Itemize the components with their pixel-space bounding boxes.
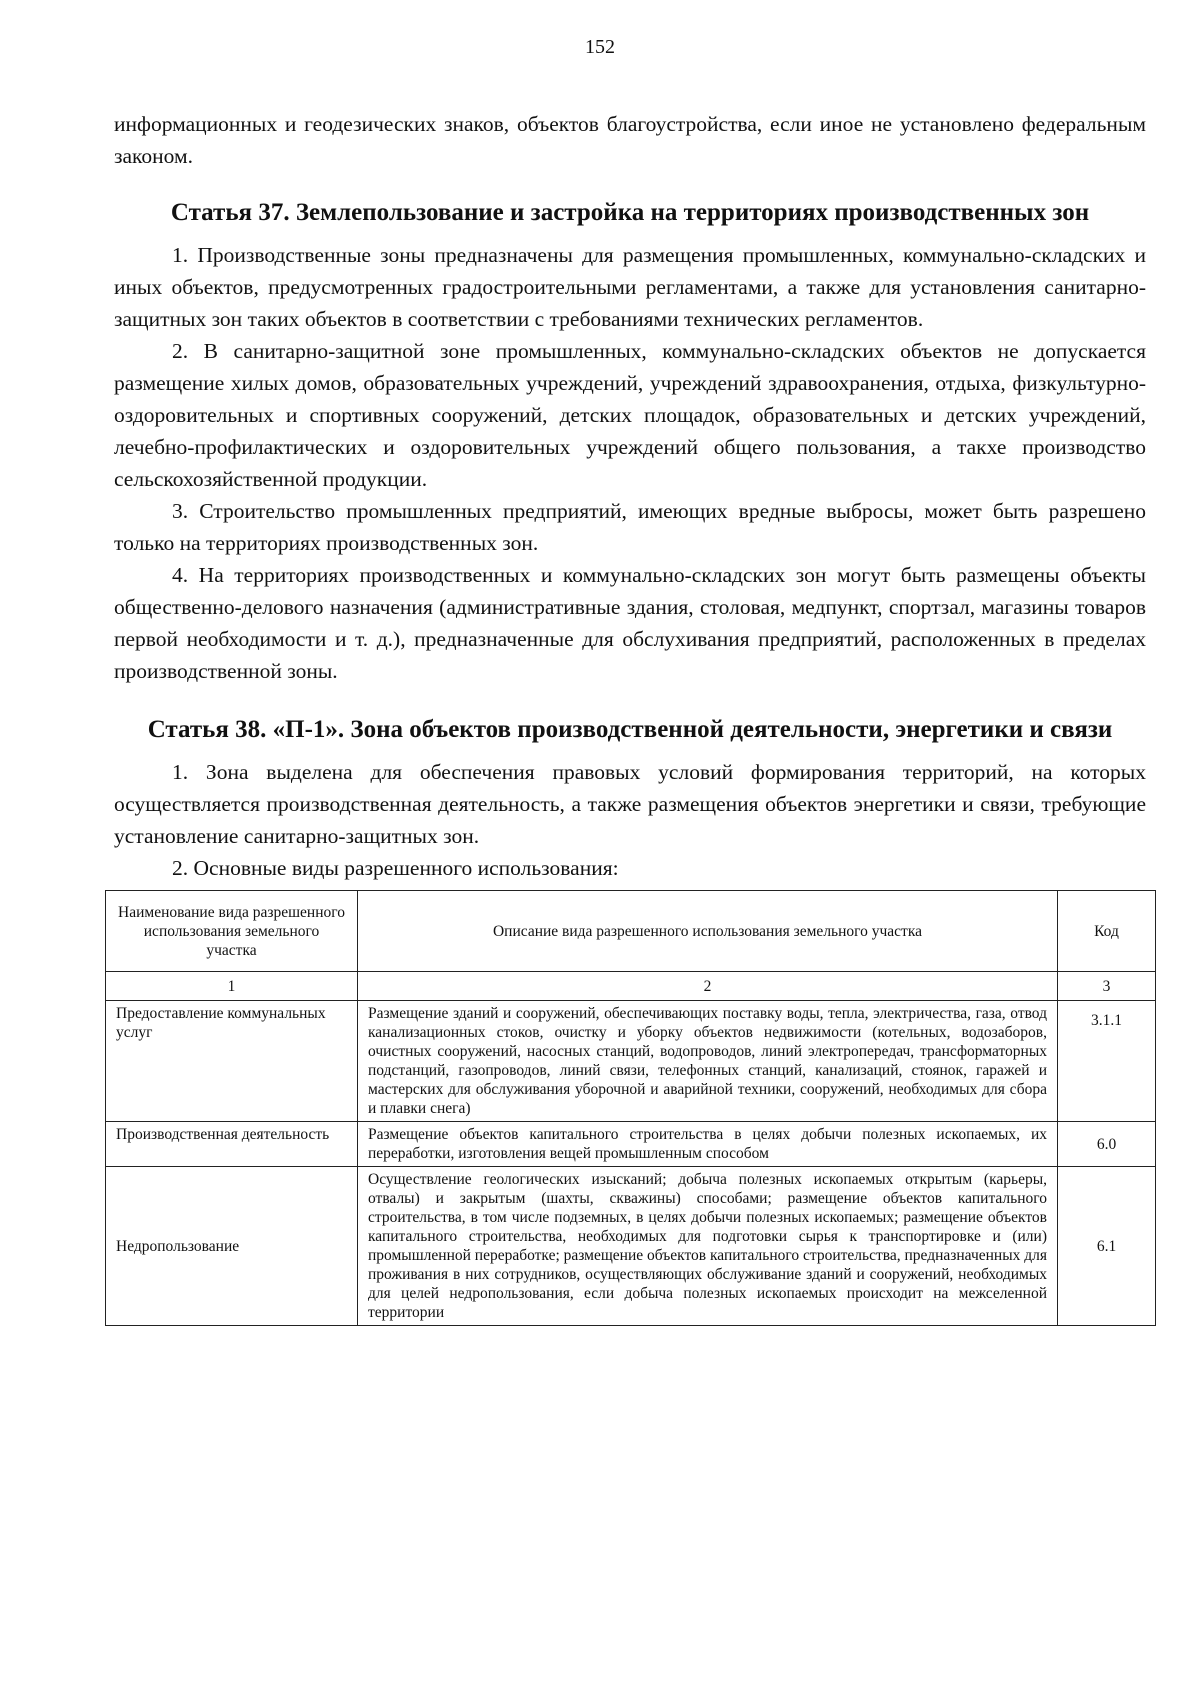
table-row <box>106 1001 1156 1122</box>
header-description: Описание вида разрешенного использования земельного участка <box>358 891 1058 972</box>
document-body <box>114 108 1146 1326</box>
intro-paragraph: информационных и геодезических знаков, объектов благоустройства, если иное не установлено федеральным законом. <box>114 112 1146 168</box>
row-name: Недропользование <box>106 1167 358 1326</box>
article-38-title: Статья 38. «П-1». Зона объектов производственной деятельности, энергетики и связи <box>147 716 1113 743</box>
article-38-item-2: 2. Основные виды разрешенного использования: <box>172 856 619 880</box>
row-code: 6.0 <box>1058 1122 1156 1167</box>
row-name: Предоставление коммунальных услуг <box>106 1001 358 1122</box>
column-number-2: 2 <box>358 972 1058 1001</box>
permitted-use-table <box>105 890 1156 1326</box>
row-code: 3.1.1 <box>1058 1001 1156 1122</box>
row-name: Производственная деятельность <box>106 1122 358 1167</box>
article-37-item-1: 1. Производственные зоны предназначены для размещения промышленных, коммунально-складских и иных объектов, предусмотренных градостроительными регламентами, а также для установления санитарно-защитных зон таких объектов в соответствии с требованиями технических регламентов. <box>114 243 1146 331</box>
row-code: 6.1 <box>1058 1167 1156 1326</box>
column-number-1: 1 <box>106 972 358 1001</box>
table-row <box>106 1122 1156 1167</box>
table-row <box>106 1167 1156 1326</box>
article-37-title: Статья 37. Землепользование и застройка на территориях производственных зон <box>170 199 1090 226</box>
row-description: Осуществление геологических изысканий; добыча полезных ископаемых открытым (карьеры, отвалы) и закрытым (шахты, скважины) способами; размещение объектов капитального строительства, в том числе подземных, в целях добычи полезных ископаемых; размещение объектов капитального строительства, необходимых для подготовки сырья к транспортировке и (или) промышленной переработке; размещение объектов капитального строительства, предназначенных для проживания в них сотрудников, осуществляющих обслуживание зданий и сооружений, необходимых для целей недропользования, если добыча полезных ископаемых происходит на межселенной территории <box>358 1167 1058 1326</box>
header-code: Код <box>1058 891 1156 972</box>
header-name: Наименование вида разрешенного использования земельного участка <box>106 891 358 972</box>
table-column-numbers-row <box>106 972 1156 1001</box>
column-number-3: 3 <box>1058 972 1156 1001</box>
article-37-item-4: 4. На территориях производственных и коммунально-складских зон могут быть размещены объекты общественно-делового назначения (административные здания, столовая, медпункт, спортзал, магазины товаров первой необходимости и т. д.), предназначенные для обслухивания предприятий, расположенных в пределах производственной зоны. <box>114 563 1146 683</box>
table-header-row <box>106 891 1156 972</box>
row-description: Размещение объектов капитального строительства в целях добычи полезных ископаемых, их переработки, изготовления вещей промышленным способом <box>358 1122 1058 1167</box>
page-number: 152 <box>585 36 615 58</box>
row-description: Размещение зданий и сооружений, обеспечивающих поставку воды, тепла, электричества, газа, отвод канализационных стоков, очистку и уборку объектов недвижимости (котельных, водозаборов, очистных сооружений, насосных станций, водопроводов, линий электропередач, трансформаторных подстанций, газопроводов, линий связи, телефонных станций, канализаций, стоянок, гаражей и мастерских для обслуживания уборочной и аварийной техники, сооружений, необходимых для сбора и плавки снега) <box>358 1001 1058 1122</box>
article-38-item-1: 1. Зона выделена для обеспечения правовых условий формирования территорий, на которых осуществляется производственная деятельность, а также размещения объектов энергетики и связи, требующие установление санитарно-защитных зон. <box>114 760 1146 848</box>
article-37-item-2: 2. В санитарно-защитной зоне промышленных, коммунально-складских объектов не допускается размещение хилых домов, образовательных учреждений, учреждений здравоохранения, отдыха, физкультурно-оздоровительных и спортивных сооружений, детских площадок, образовательных и детских учреждений, лечебно-профилактических и оздоровительных учреждений общего пользования, а такхе производство сельскохозяйственной продукции. <box>114 339 1146 491</box>
article-37-item-3: 3. Строительство промышленных предприятий, имеющих вредные выбросы, может быть разрешено только на территориях производственных зон. <box>114 499 1146 555</box>
